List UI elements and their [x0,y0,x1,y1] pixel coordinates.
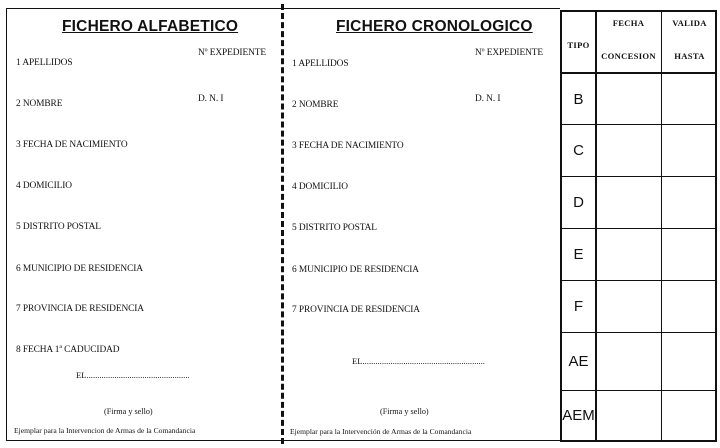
tipo-col-divider [595,12,597,440]
tipo-b: B [573,90,584,108]
cronologico-field-domicilio: 4 DOMICILIO [292,182,348,192]
valida-header: VALIDA [672,18,707,28]
frame-left-line [6,8,7,441]
alfabetico-el-line: EL................................................ [76,370,190,380]
tipo-aem: AEM [562,407,595,424]
alfabetico-dni-label: D. N. I [198,94,224,104]
cronologico-expediente-label: Nº EXPEDIENTE [475,48,544,58]
tipo-ae: AE [568,353,589,370]
tipo-d: D [573,194,584,211]
tipo-e: E [573,246,584,263]
alfabetico-field-municipio: 6 MUNICIPIO DE RESIDENCIA [16,264,143,274]
tipo-f: F [573,298,584,315]
cronologico-el-line: EL......................................................... [352,356,485,366]
alfabetico-field-distrito-postal: 5 DISTRITO POSTAL [16,222,101,232]
alfabetico-field-fecha-caducidad: 8 FECHA 1ª CADUCIDAD [16,345,120,355]
cronologico-field-municipio: 6 MUNICIPIO DE RESIDENCIA [292,265,419,275]
fecha-header: FECHA [612,18,645,28]
alfabetico-field-provincia: 7 PROVINCIA DE RESIDENCIA [16,304,144,314]
cronologico-field-nombre: 2 NOMBRE [292,100,339,110]
hasta-header: HASTA [674,51,705,61]
alfabetico-field-domicilio: 4 DOMICILIO [16,181,72,191]
concesion-header: CONCESION [601,51,656,61]
tipo-header: TIPO [567,40,590,50]
tipo-table [560,10,717,442]
alfabetico-field-nombre: 2 NOMBRE [16,99,63,109]
alfabetico-footer: Ejemplar para la Intervencion de Armas de la Comandancia [14,426,196,435]
alfabetico-field-fecha-nacimiento: 3 FECHA DE NACIMIENTO [16,140,128,150]
alfabetico-expediente-label: Nº EXPEDIENTE [198,48,267,58]
cronologico-field-provincia: 7 PROVINCIA DE RESIDENCIA [292,305,420,315]
alfabetico-field-apellidos: 1 APELLIDOS [16,58,73,68]
cronologico-footer: Ejemplar para la Intervención de Armas de la Comandancia [290,427,472,436]
panel-alfabetico [8,6,280,442]
cronologico-field-fecha-nacimiento: 3 FECHA DE NACIMIENTO [292,141,404,151]
cronologico-dni-label: D. N. I [475,94,501,104]
fecha-col-divider [661,12,662,440]
alfabetico-title: FICHERO ALFABETICO [62,18,239,35]
cronologico-title: FICHERO CRONOLOGICO [336,18,533,35]
cronologico-field-apellidos: 1 APELLIDOS [292,59,349,69]
cronologico-field-distrito-postal: 5 DISTRITO POSTAL [292,223,377,233]
panel-cronologico [284,6,558,442]
cronologico-firma: (Firma y sello) [380,407,429,416]
tipo-c: C [573,142,584,159]
alfabetico-firma: (Firma y sello) [104,407,153,416]
